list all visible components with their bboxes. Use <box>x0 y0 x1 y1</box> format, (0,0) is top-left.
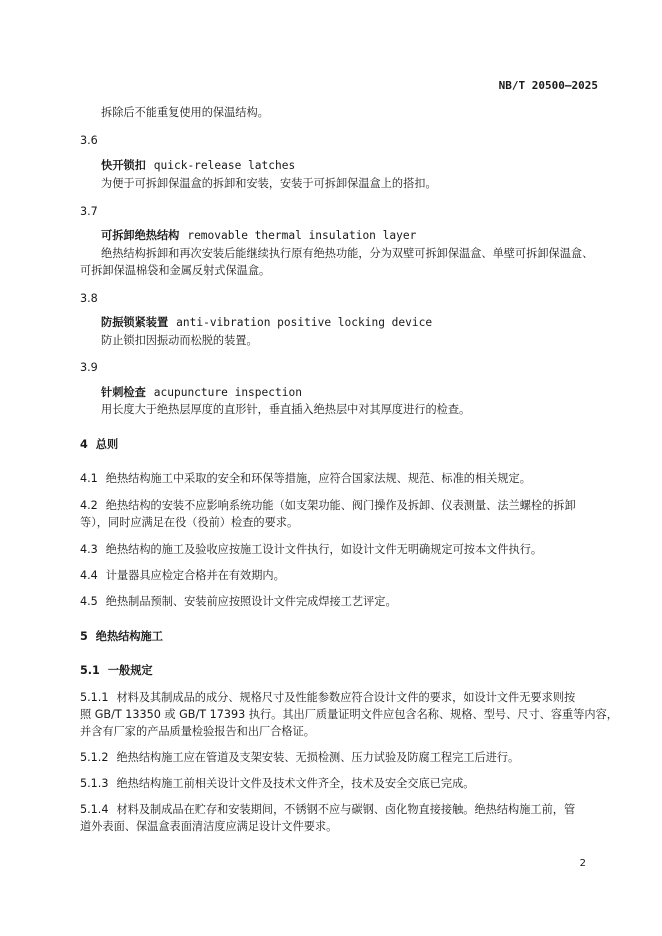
term-english: acupuncture inspection <box>153 386 302 399</box>
term-english: anti-vibration positive locking device <box>176 316 433 329</box>
term-number: 3.9 <box>80 361 98 374</box>
term-number: 3.7 <box>80 205 98 218</box>
term-number: 3.6 <box>80 134 98 147</box>
term-definition: 防止锁扣因振动而松脱的装置。 <box>101 334 258 347</box>
term-definition: 用长度大于绝热层厚度的直形针，垂直插入绝热层中对其厚度进行的检查。 <box>101 403 471 416</box>
clause-continuation: 并含有厂家的产品质量检验报告和出厂合格证。 <box>80 725 315 738</box>
term-heading <box>101 157 601 174</box>
clause: 4.4 计量器具应检定合格并在有效期内。 <box>80 569 285 582</box>
term-heading <box>101 384 601 401</box>
term-definition: 为便于可拆卸保温盒的拆卸和安装，安装于可拆卸保温盒上的搭扣。 <box>101 177 437 190</box>
term-chinese: 防振锁紧装置 <box>101 316 169 329</box>
paragraph-line: 拆除后不能重复使用的保温结构。 <box>101 106 269 119</box>
clause: 5.1.2 绝热结构施工应在管道及支架安装、无损检测、压力试验及防腐工程完工后进行。 <box>80 751 520 764</box>
term-chinese: 针刺检查 <box>101 386 146 399</box>
clause: 5.1.1 材料及其制成品的成分、规格尺寸及性能参数应符合设计文件的要求，如设计文件无要求则按 <box>80 691 576 704</box>
term-heading <box>101 227 601 244</box>
clause: 4.1 绝热结构施工中采取的安全和环保等措施，应符合国家法规、规范、标准的相关规定。 <box>80 472 531 485</box>
term-heading <box>101 314 601 331</box>
term-chinese: 可拆卸绝热结构 <box>101 229 180 242</box>
clause: 5.1.3 绝热结构施工前相关设计文件及技术文件齐全，技术及安全交底已完成。 <box>80 777 475 790</box>
term-definition: 可拆卸保温棉袋和金属反射式保温盒。 <box>80 264 271 277</box>
page-number: 2 <box>579 858 586 869</box>
clause: 4.2 绝热结构的安装不应影响系统功能（如支架功能、阀门操作及拆卸、仪表测量、法兰螺栓的拆卸 <box>80 499 576 512</box>
clause: 4.5 绝热制品预制、安装前应按照设计文件完成焊接工艺评定。 <box>80 595 397 608</box>
clause: 5.1.4 材料及制成品在贮存和安装期间，不锈钢不应与碳钢、卤化物直接接触。绝热结构施工前，管 <box>80 803 576 816</box>
clause: 4.3 绝热结构的施工及验收应按施工设计文件执行，如设计文件无明确规定可按本文件执行。 <box>80 543 543 556</box>
section-heading: 5 绝热结构施工 <box>80 630 163 643</box>
section-heading: 4 总则 <box>80 438 119 451</box>
clause-continuation: 等），同时应满足在役（役前）检查的要求。 <box>80 516 299 529</box>
term-number: 3.8 <box>80 292 98 305</box>
term-definition: 绝热结构拆卸和再次安装后能继续执行原有绝热功能，分为双壁可拆卸保温盒、单壁可拆卸保温盒、 <box>101 247 594 260</box>
term-english: removable thermal insulation layer <box>187 229 417 242</box>
term-english: quick-release latches <box>153 159 296 172</box>
document-code: NB/T 20500—2025 <box>498 79 598 92</box>
subsection-heading: 5.1 一般规定 <box>80 664 153 677</box>
term-chinese: 快开锁扣 <box>101 159 146 172</box>
clause-continuation: 道外表面、保温盒表面清洁度应满足设计文件要求。 <box>80 820 338 833</box>
clause-continuation: 照 GB/T 13350 或 GB/T 17393 执行。其出厂质量证明文件应包含名称、规格、型号、尺寸、容重等内容， <box>80 708 618 721</box>
